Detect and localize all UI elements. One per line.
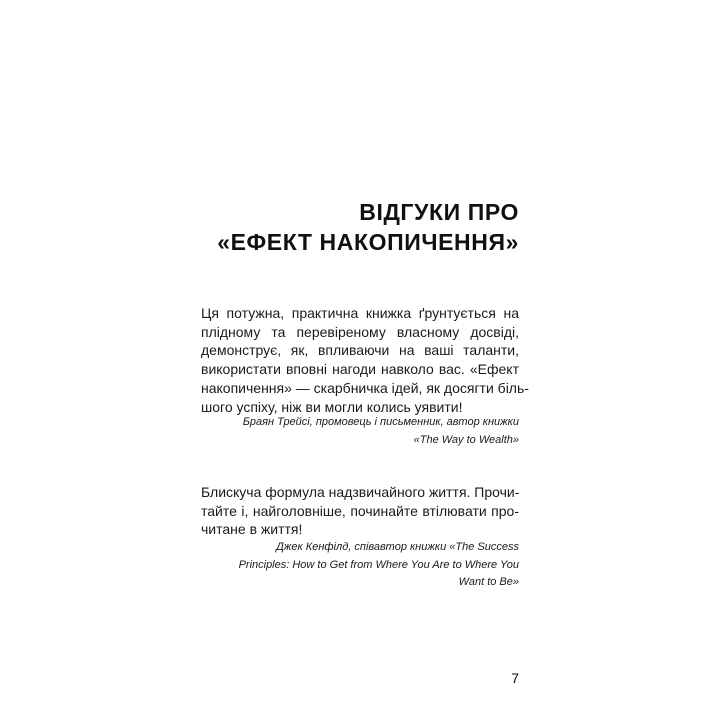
quote-line: тайте і, найголовніше, починайте втілювати про-	[201, 502, 519, 519]
page-title-line-1: ВІДГУКИ ПРО	[359, 199, 519, 225]
testimonial-attribution-2	[189, 539, 519, 592]
attribution-line: Principles: How to Get from Where You Are to Where You	[238, 558, 519, 571]
testimonial-attribution-1	[189, 414, 519, 449]
attribution-line: Браян Трейсі, промовець і письменник, автор книжки	[242, 416, 519, 428]
attribution-line: Джек Кенфілд, співавтор книжки «The Success	[276, 541, 519, 553]
page-title-line-2: «ЕФЕКТ НАКОПИЧЕННЯ»	[217, 229, 519, 255]
testimonial-quote-1	[201, 304, 529, 416]
page-number: 7	[511, 670, 519, 686]
quote-line: читане в життя!	[201, 521, 303, 538]
page-title	[119, 197, 519, 257]
quote-line: Блискуча формула надзвичайного життя. Прочи-	[201, 484, 520, 500]
quote-line: накопичення» — скарбничка ідей, як досягти біль-	[201, 379, 529, 396]
quote-line: використати вповні нагоди навколо вас. «Ефект	[201, 361, 519, 378]
quote-line: плідному та перевіреному власному досвіді,	[201, 323, 519, 340]
attribution-line: Want to Be»	[458, 576, 519, 588]
quote-line: шого успіху, ніж ви могли колись уявити!	[201, 398, 463, 415]
testimonial-quote-2	[201, 483, 519, 539]
quote-line: демонструє, як, впливаючи на ваші таланти,	[201, 342, 519, 359]
quote-line: Ця потужна, практична книжка ґрунтується на	[201, 305, 519, 321]
attribution-line: «The Way to Wealth»	[413, 433, 519, 446]
